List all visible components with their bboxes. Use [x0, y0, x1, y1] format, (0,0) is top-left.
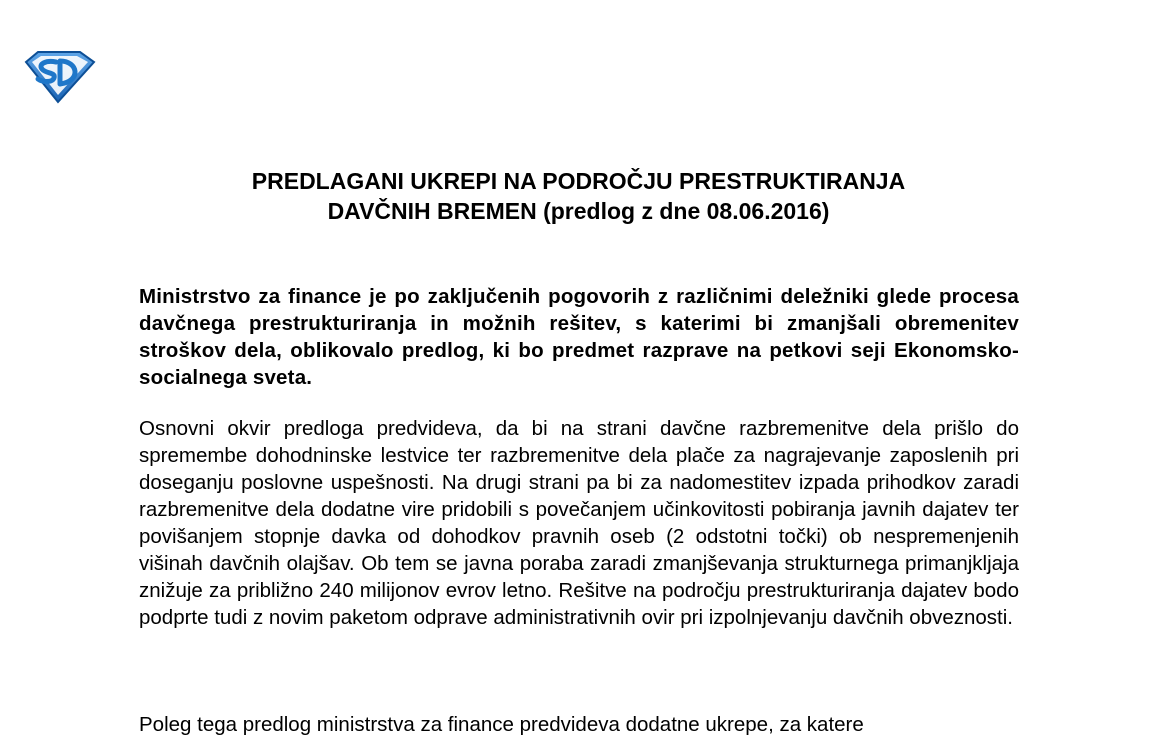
body-paragraph-1: Osnovni okvir predloga predvideva, da bi na strani davčne razbremenitve dela prišlo do spremembe dohodninske lestvice ter razbremenitve dela plače za nagrajevanje zaposlenih pri doseganju poslovne uspešnosti. Na drugi strani pa bi za nadomestitev izpada prihodkov zaradi razbremenitve dela dodatne vire pridobili s povečanjem učinkovitosti pobiranja javnih dajatev ter povišanjem stopnje davka od dohodkov pravnih oseb (2 odstotni točki) ob nespremenjenih višinah davčnih olajšav. Ob tem se javna poraba zaradi zmanjševanja strukturnega primanjkljaja znižuje za približno 240 milijonov evrov letno. Rešitve na področju prestrukturiranja dajatev bodo podprte tudi z novim paketom odprave administrativnih ovir pri izpolnjevanju davčnih obveznosti. — [139, 417, 1019, 629]
title-line-1: PREDLAGANI UKREPI NA PODROČJU PRESTRUKTIRANJA — [251, 168, 906, 194]
body-paragraph-2: Poleg tega predlog ministrstva za finance predvideva dodatne ukrepe, za katere — [139, 713, 864, 736]
title-line-2: DAVČNIH BREMEN (predlog z dne 08.06.2016) — [327, 198, 830, 224]
lead-paragraph: Ministrstvo za finance je po zaključenih pogovorih z različnimi deležniki glede procesa davčnega prestrukturiranja in možnih rešitev, s katerimi bi zmanjšali obremenitev stroškov dela, oblikovalo predlog, ki bo predmet razprave na petkovi seji Ekonomsko-socialnega sveta. — [139, 285, 1019, 389]
sd-party-logo-icon — [22, 48, 96, 104]
document-title — [0, 166, 1157, 226]
